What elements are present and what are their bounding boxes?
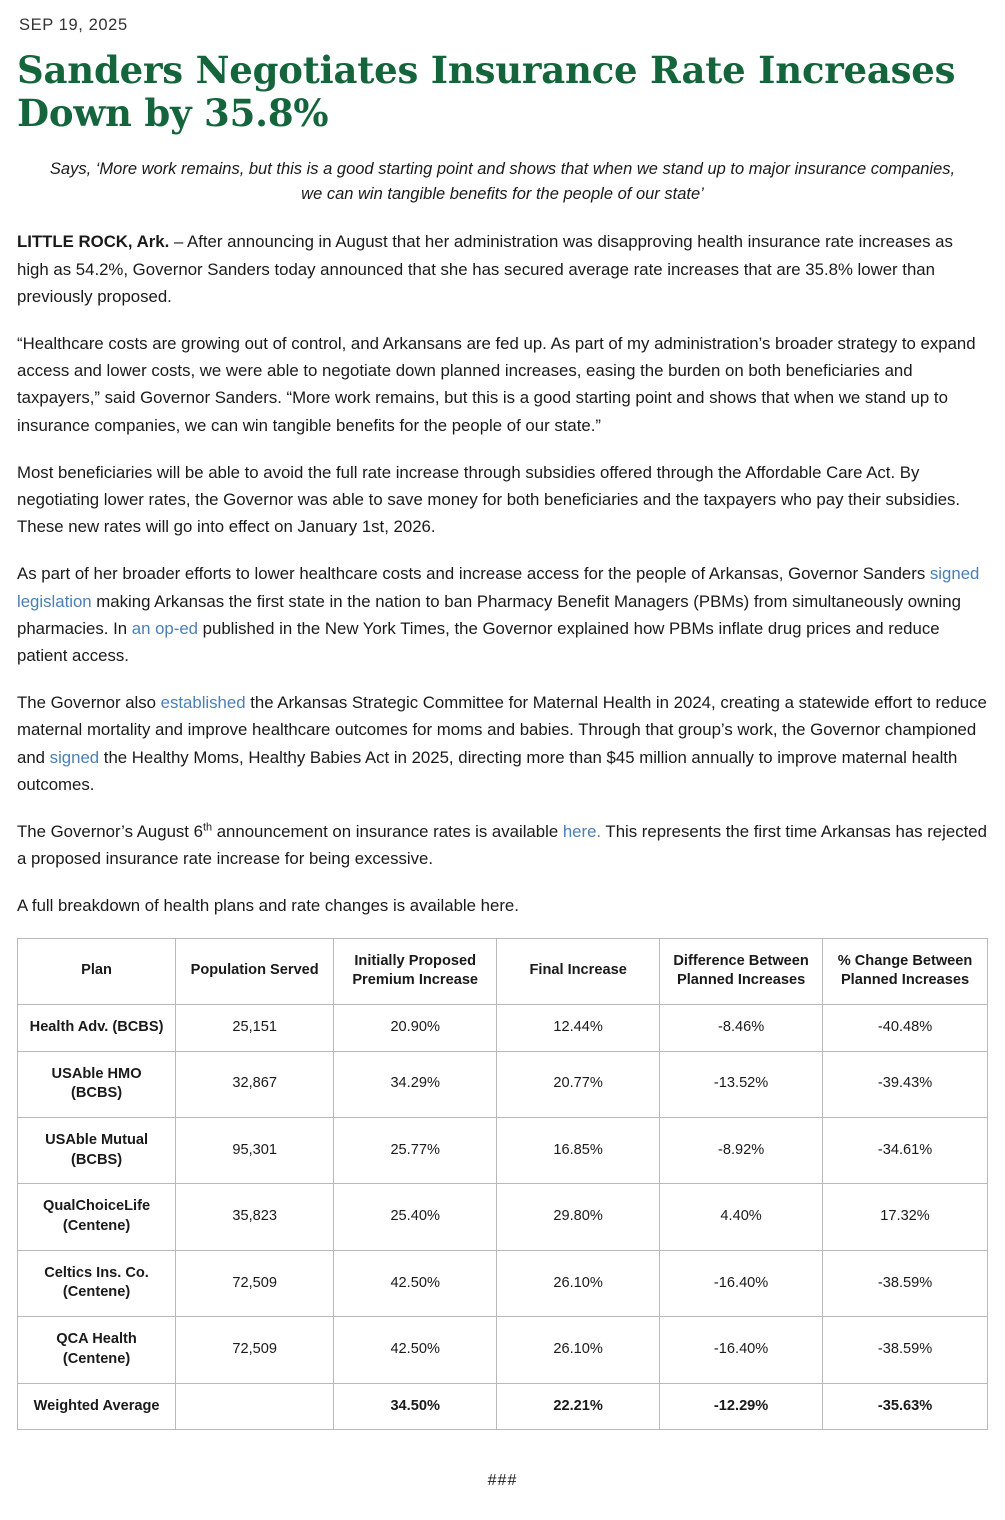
cell-final: 22.21% bbox=[497, 1383, 660, 1430]
link-an-op-ed[interactable]: an op-ed bbox=[131, 618, 198, 638]
cell-percent-change: -40.48% bbox=[823, 1004, 988, 1051]
paragraph-august-text-c: This represents the first time Arkansas has rejected a proposed insurance rate increase for being excessive. bbox=[17, 821, 987, 869]
dateline-location: LITTLE ROCK, Ark. bbox=[17, 232, 170, 252]
cell-population: 72,509 bbox=[176, 1317, 334, 1383]
cell-percent-change: -35.63% bbox=[823, 1383, 988, 1430]
paragraph-breakdown-intro: A full breakdown of health plans and rate changes is available here. bbox=[17, 896, 519, 916]
cell-plan: Celtics Ins. Co. (Centene) bbox=[18, 1250, 176, 1316]
cell-plan: USAble HMO (BCBS) bbox=[18, 1051, 176, 1117]
cell-plan: Health Adv. (BCBS) bbox=[18, 1004, 176, 1051]
table-row bbox=[18, 1250, 988, 1316]
cell-proposed: 25.77% bbox=[334, 1118, 497, 1184]
paragraph-lead bbox=[17, 228, 988, 310]
paragraph-pbm bbox=[17, 560, 988, 669]
cell-population: 32,867 bbox=[176, 1051, 334, 1117]
column-header-plan: Plan bbox=[18, 938, 176, 1004]
column-header-final-increase: Final Increase bbox=[497, 938, 660, 1004]
paragraph-august-text-b: announcement on insurance rates is available bbox=[212, 821, 563, 841]
cell-percent-change: -38.59% bbox=[823, 1317, 988, 1383]
paragraph-pbm-text-c: published in the New York Times, the Governor explained how PBMs inflate drug prices and reduce patient access. bbox=[17, 618, 940, 665]
page-title: Sanders Negotiates Insurance Rate Increases Down by 35.8% bbox=[17, 48, 956, 135]
paragraph-maternal-text-b: the Arkansas Strategic Committee for Maternal Health in 2024, creating a statewide effort to reduce maternal mortality and improve healthcare outcomes for moms and babies. Through that group’s work, the Governor championed and bbox=[17, 693, 987, 767]
paragraph-lead-text: – After announcing in August that her administration was disapproving health insurance rate increases as high as 54.2%, Governor Sanders today announced that she has secured average rate increases that are 35.8% lower than previously proposed. bbox=[17, 232, 953, 306]
column-header-percent-change: % Change Between Planned Increases bbox=[823, 938, 988, 1004]
cell-proposed: 20.90% bbox=[334, 1004, 497, 1051]
paragraph-august-announcement bbox=[17, 818, 988, 872]
column-header-difference: Difference Between Planned Increases bbox=[660, 938, 823, 1004]
table-row-weighted-average bbox=[18, 1383, 988, 1430]
cell-population: 25,151 bbox=[176, 1004, 334, 1051]
table-row bbox=[18, 1051, 988, 1117]
paragraph-pbm-text-b: making Arkansas the first state in the nation to ban Pharmacy Benefit Managers (PBMs) from simultaneously owning pharmacies. In bbox=[17, 591, 961, 638]
cell-proposed: 34.29% bbox=[334, 1051, 497, 1117]
cell-percent-change: -39.43% bbox=[823, 1051, 988, 1117]
cell-final: 26.10% bbox=[497, 1250, 660, 1316]
paragraph-quote: “Healthcare costs are growing out of control, and Arkansans are fed up. As part of my administration’s broader strategy to expand access and lower costs, we were able to negotiate down planned increases, easing the burden on both beneficiaries and taxpayers,” said Governor Sanders. “More work remains, but this is a good starting point and shows that when we stand up to insurance companies, we can win tangible benefits for the people of our state.” bbox=[17, 333, 976, 435]
column-header-proposed-increase: Initially Proposed Premium Increase bbox=[334, 938, 497, 1004]
cell-percent-change: -38.59% bbox=[823, 1250, 988, 1316]
cell-difference: -13.52% bbox=[660, 1051, 823, 1117]
cell-population: 72,509 bbox=[176, 1250, 334, 1316]
column-header-population: Population Served bbox=[176, 938, 334, 1004]
publish-date: SEP 19, 2025 bbox=[19, 16, 128, 34]
cell-difference: -8.46% bbox=[660, 1004, 823, 1051]
cell-final: 20.77% bbox=[497, 1051, 660, 1117]
rate-changes-table bbox=[17, 938, 988, 1431]
ordinal-suffix: th bbox=[202, 821, 213, 834]
cell-plan: QualChoiceLife (Centene) bbox=[18, 1184, 176, 1250]
cell-proposed: 42.50% bbox=[334, 1250, 497, 1316]
cell-final: 16.85% bbox=[497, 1118, 660, 1184]
paragraph-subsidies: Most beneficiaries will be able to avoid the full rate increase through subsidies offered through the Affordable Care Act. By negotiating lower rates, the Governor was able to save money for both beneficiaries and the taxpayers who pay their subsidies. These new rates will go into effect on January 1st, 2026. bbox=[17, 462, 961, 537]
cell-percent-change: 17.32% bbox=[823, 1184, 988, 1250]
link-signed[interactable]: signed bbox=[49, 747, 100, 767]
cell-plan: Weighted Average bbox=[18, 1383, 176, 1430]
cell-proposed: 42.50% bbox=[334, 1317, 497, 1383]
cell-final: 29.80% bbox=[497, 1184, 660, 1250]
cell-plan: QCA Health (Centene) bbox=[18, 1317, 176, 1383]
link-established[interactable]: established bbox=[160, 693, 246, 713]
table-row bbox=[18, 1317, 988, 1383]
cell-final: 12.44% bbox=[497, 1004, 660, 1051]
table-row bbox=[18, 1118, 988, 1184]
paragraph-pbm-text-a: As part of her broader efforts to lower healthcare costs and increase access for the people of Arkansas, Governor Sanders bbox=[17, 564, 930, 584]
table-row bbox=[18, 1004, 988, 1051]
paragraph-maternal-text-c: the Healthy Moms, Healthy Babies Act in 2025, directing more than $45 million annually to improve maternal health outcomes. bbox=[17, 747, 958, 794]
paragraph-maternal-text-a: The Governor also bbox=[17, 693, 161, 713]
cell-final: 26.10% bbox=[497, 1317, 660, 1383]
cell-population bbox=[176, 1383, 334, 1430]
link-here[interactable]: here. bbox=[562, 821, 602, 841]
cell-difference: -16.40% bbox=[660, 1317, 823, 1383]
cell-difference: 4.40% bbox=[660, 1184, 823, 1250]
end-mark: ### bbox=[487, 1472, 518, 1490]
table-row bbox=[18, 1184, 988, 1250]
cell-difference: -12.29% bbox=[660, 1383, 823, 1430]
cell-difference: -16.40% bbox=[660, 1250, 823, 1316]
cell-difference: -8.92% bbox=[660, 1118, 823, 1184]
cell-proposed: 25.40% bbox=[334, 1184, 497, 1250]
cell-plan: USAble Mutual (BCBS) bbox=[18, 1118, 176, 1184]
subheadline: Says, ‘More work remains, but this is a good starting point and shows that when we stand up to major insurance companies, we can win tangible benefits for the people of our state’ bbox=[49, 159, 956, 203]
paragraph-august-text-a: The Governor’s August 6 bbox=[17, 821, 203, 841]
link-signed-legislation[interactable]: signed legislation bbox=[17, 564, 980, 611]
cell-proposed: 34.50% bbox=[334, 1383, 497, 1430]
paragraph-maternal-health bbox=[17, 689, 988, 798]
table-header-row bbox=[18, 938, 988, 1004]
cell-population: 35,823 bbox=[176, 1184, 334, 1250]
cell-percent-change: -34.61% bbox=[823, 1118, 988, 1184]
cell-population: 95,301 bbox=[176, 1118, 334, 1184]
